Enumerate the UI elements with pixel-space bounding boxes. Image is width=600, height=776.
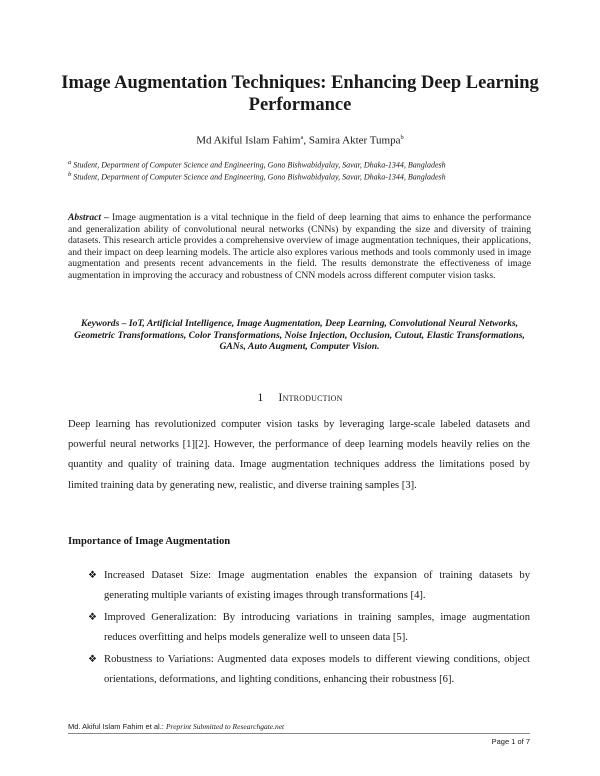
author-superscript: b [400, 134, 404, 141]
affiliation-text: Student, Department of Computer Science and Engineering, Gono Bishwabidyalay, Savar, Dhaka-1344, Bangladesh [73, 160, 446, 170]
footer-note: Preprint Submitted to Researchgate.net [165, 722, 285, 731]
author-superscript: a [300, 134, 304, 141]
affiliation-text: Student, Department of Computer Science and Engineering, Gono Bishwabidyalay, Savar, Dhaka-1344, Bangladesh [73, 172, 446, 182]
list-item [88, 608, 530, 647]
subheading: Importance of Image Augmentation [68, 536, 231, 547]
affiliation-superscript: a [68, 159, 72, 166]
author-name: Samira Akter Tumpa [308, 134, 401, 147]
diamond-bullet-icon: ❖ [88, 612, 97, 623]
page-number: Page 1 of 7 [491, 737, 530, 746]
diamond-bullet-icon: ❖ [88, 654, 97, 665]
author-line: Md Akiful Islam Fahim$^a$, Samira Akter Tumpa$^b$ [196, 134, 404, 147]
bullet-text: Robustness to Variations: Augmented data exposes models to different viewing conditions, object orientations, deformations, and lighting conditions, enhancing their robustness [6]. [104, 654, 530, 685]
list-item [88, 566, 530, 605]
affiliation-b [68, 170, 548, 183]
affiliation-a [68, 158, 548, 171]
bullet-text: Increased Dataset Size: Image augmentation enables the expansion of training datasets by generating multiple variants of existing images through transformations [4]. [104, 570, 530, 601]
section-number: 1 [257, 390, 264, 404]
footer-authors: Md. Akiful Islam Fahim et al.: [68, 722, 164, 731]
section-heading [0, 390, 600, 405]
abstract-text: Image augmentation is a vital technique in the field of deep learning that aims to enhance the performance and generalization ability of convolutional neural networks (CNNs) by expanding the size and diversity of training datasets. This research article provides a comprehensive overview of image augmentation techniques, their applications, and their impact on deep learning models. The article also explores various methods and tools commonly used in image augmentation and presents recent advancements in the field. The results demonstrate the effectiveness of image augmentation in improving the accuracy and robustness of CNN models across different computer vision tasks. [68, 212, 531, 281]
list-item [88, 650, 530, 689]
diamond-bullet-icon: ❖ [88, 570, 97, 581]
bullet-text: Improved Generalization: By introducing variations in training samples, image augmentation reduces overfitting and helps models generalize well to unseen data [5]. [104, 612, 530, 643]
affiliation-superscript: b [68, 171, 72, 178]
footer-divider [68, 733, 530, 734]
section-title: Introduction [278, 390, 343, 404]
paper-title: Image Augmentation Techniques: Enhancing Deep Learning Performance [61, 73, 539, 115]
footer-citation [68, 722, 284, 731]
author-name: Md Akiful Islam Fahim [196, 134, 301, 147]
bullet-list [88, 566, 530, 692]
abstract [68, 212, 531, 282]
intro-paragraph: Deep learning has revolutionized computer vision tasks by leveraging large-scale labeled datasets and powerful neural networks [1][2]. However, the performance of deep learning models heavily relies on the quantity and quality of training data. Image augmentation techniques address the limitations posed by limited training data by generating new, realistic, and diverse training samples [3]. [68, 419, 530, 491]
keywords: Keywords – IoT, Artificial Intelligence, Image Augmentation, Deep Learning, Convolutional Neural Networks, Geometric Transformations, Color Transformations, Noise Injection, Occlusion, Cutout, Elastic Transformations, GANs, Auto Augment, Computer Vision. [74, 318, 525, 353]
abstract-label: Abstract – [68, 212, 109, 223]
